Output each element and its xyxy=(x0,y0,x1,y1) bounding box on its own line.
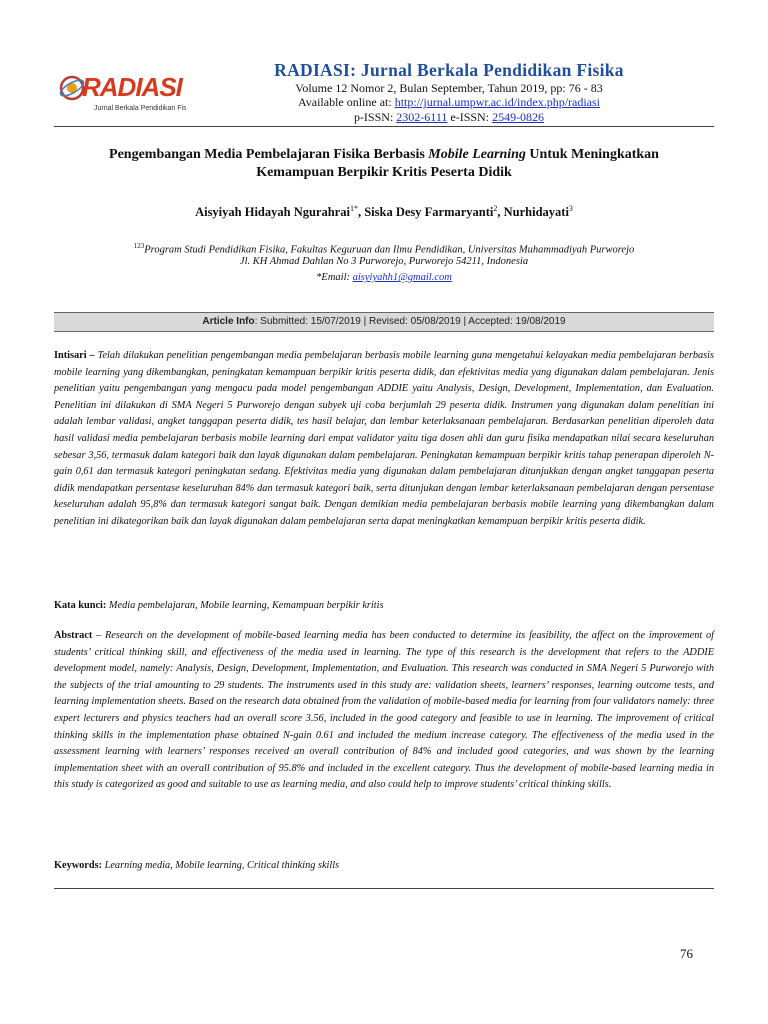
email-link[interactable]: aisyiyahh1@gmail.com xyxy=(352,272,452,283)
author-2: , Siska Desy Farmaryanti xyxy=(357,205,494,220)
title-italic: Mobile Learning xyxy=(428,147,526,162)
available-prefix: Available online at: xyxy=(297,95,395,109)
journal-logo xyxy=(58,66,186,118)
logo-wordmark: RADIASI xyxy=(82,72,182,102)
eissn-link[interactable]: 2549-0826 xyxy=(492,110,545,124)
issn-line xyxy=(190,110,708,124)
keywords-text: Learning media, Mobile learning, Critical thinking skills xyxy=(102,860,340,871)
keywords-line xyxy=(54,858,714,875)
pissn-label: p-ISSN: xyxy=(353,110,397,124)
abstract-paragraph xyxy=(54,628,714,794)
author-1-sup: 1* xyxy=(349,204,358,213)
intisari-paragraph xyxy=(54,348,714,531)
email-label: *Email: xyxy=(316,272,353,283)
available-online-line xyxy=(190,95,708,109)
author-1: Aisyiyah Hidayah Ngurahrai xyxy=(195,205,350,220)
title-part1: Pengembangan Media Pembelajaran Fisika Berbasis xyxy=(109,147,429,162)
paper-title xyxy=(54,146,714,182)
author-3: , Nurhidayati xyxy=(497,205,569,220)
journal-title: RADIASI: Jurnal Berkala Pendidikan Fisika xyxy=(274,60,624,80)
abstract-text: Research on the development of mobile-based learning media has been conducted to determine its feasibility, the affect on the improvement of students’ critical thinking skill, and effectiveness of the media used in learning. The type of this research is the development that refers to the ADDIE development model, namely: Analysis, Design, Development, Implementation, and Evaluation. This research was conducted in SMA Negeri 5 Purworejo with the subjects of the trial amounting to 29 students. The instruments used in this study are: validation sheets, learners’ responses, learning outcome tests, and learning implementation sheets. Based on the research data obtained from the validation of mobile-based media for learning from four validators namely: three expert lecturers and physics teachers had an overall score 3.56, included in the good category and feasible to use in learning. The improvement of critical thinking skills in the implementation phase obtained N-gain 0.61 and included the medium increase category. The effectiveness of the media used in the assessment learning with learners’ responses received an overall contribution of 84% and included good categories, and was shown by the learning implementation sheet with an overall contribution of 95.8% and included in the excellent category. Thus the development of mobile-based learning media in this study is categorized as good and suitable to use as learning media, and also could help to improve students’ critical thinking skills. xyxy=(54,630,714,791)
eissn-label: e-ISSN: xyxy=(447,110,493,124)
intisari-text: Telah dilakukan penelitian pengembangan media pembelajaran berbasis mobile learning guna mengetahui kelayakan media pembelajaran berbasis mobile learning yang dikembangkan, peningkatan kemampuan berpikir kritis peserta didik, dan efektivitas media yang digunakan dalam pembelajaran. Jenis penelitian yaitu pengembangan yang mengacu pada model pengembangan ADDIE yaitu Analysis, Design, Development, Implementation, dan Evaluation. Penelitian ini dilakukan di SMA Negeri 5 Purworejo dengan subyek uji coba berjumlah 29 peserta didik. Instrumen yang digunakan dalam penelitian ini adalah lembar validasi, angket tanggapan peserta didik, tes hasil belajar, dan lembar keterlaksanaan pembelajaran. Berdasarkan penelitian diperoleh data hasil validasi media pembelajaran berbasis mobile learning dari empat validator yaitu tiga dosen ahli dan guru fisika mendapatkan nilai secara keseluruhan sebesar 3,56, termasuk dalam kategori baik dan layak digunakan dalam pembelajaran. Peningkatan kemampuan berpikir kritis tahap penerapan diperoleh N-gain 0,61 dan termasuk kategori peningkatan sedang. Efektivitas media yang digunakan dalam pembelajaran ditunjukkan dengan angket tanggapan peserta didik mendapatkan persentase keseluruhan 84% dan termasuk kategori baik, serta ditunjukan dengan lembar keterlaksanaan pembelajaran dengan persentase keseluruhan adalah 95,8% dan termasuk kategori sangat baik. Dengan demikian media pembelajaran berbasis mobile learning yang dikembangkan dalam penelitian ini dikategorikan baik dan layak digunakan dalam pembelajaran serta dapat meningkatkan kemampuan berpikir kritis peserta didik. xyxy=(54,350,714,527)
title-line2: Kemampuan Berpikir Kritis Peserta Didik xyxy=(256,165,512,180)
keywords-label: Keywords: xyxy=(54,860,103,871)
abstract-label: Abstract xyxy=(54,630,93,641)
page-number: 76 xyxy=(680,946,693,961)
journal-url-link[interactable]: http://jurnal.umpwr.ac.id/index.php/radiasi xyxy=(394,95,601,109)
article-info-label: Article Info xyxy=(202,316,255,327)
abstract-dash: – xyxy=(92,630,106,641)
author-list xyxy=(54,204,714,220)
article-info-bar xyxy=(54,312,714,332)
volume-line: Volume 12 Nomor 2, Bulan September, Tahun 2019, pp: 76 - 83 xyxy=(295,81,603,95)
kata-kunci-line xyxy=(54,598,714,615)
author-2-sup: 2 xyxy=(493,204,498,213)
article-info-dates: : Submitted: 15/07/2019 | Revised: 05/08/2019 | Accepted: 19/08/2019 xyxy=(254,316,566,327)
affiliation-line2: Jl. KH Ahmad Dahlan No 3 Purworejo, Purworejo 54211, Indonesia xyxy=(239,256,529,267)
header-divider xyxy=(54,126,714,127)
body-divider xyxy=(54,888,714,889)
kata-kunci-text: Media pembelajaran, Mobile learning, Kemampuan berpikir kritis xyxy=(106,600,384,611)
pissn-link[interactable]: 2302-6111 xyxy=(396,110,448,124)
affiliation-institution: Program Studi Pendidikan Fisika, Fakultas Keguruan dan Ilmu Pendidikan, Universitas Muhammadiyah Purworejo xyxy=(144,244,635,256)
affiliation-sup: 123 xyxy=(133,242,145,250)
intisari-label: Intisari – xyxy=(54,350,98,361)
email-line xyxy=(54,270,714,286)
title-part2: Untuk Meningkatkan xyxy=(525,147,659,162)
kata-kunci-label: Kata kunci: xyxy=(54,600,107,611)
author-3-sup: 3 xyxy=(568,204,573,213)
logo-subtext: Jurnal Berkala Pendidikan Fisika xyxy=(94,105,186,112)
